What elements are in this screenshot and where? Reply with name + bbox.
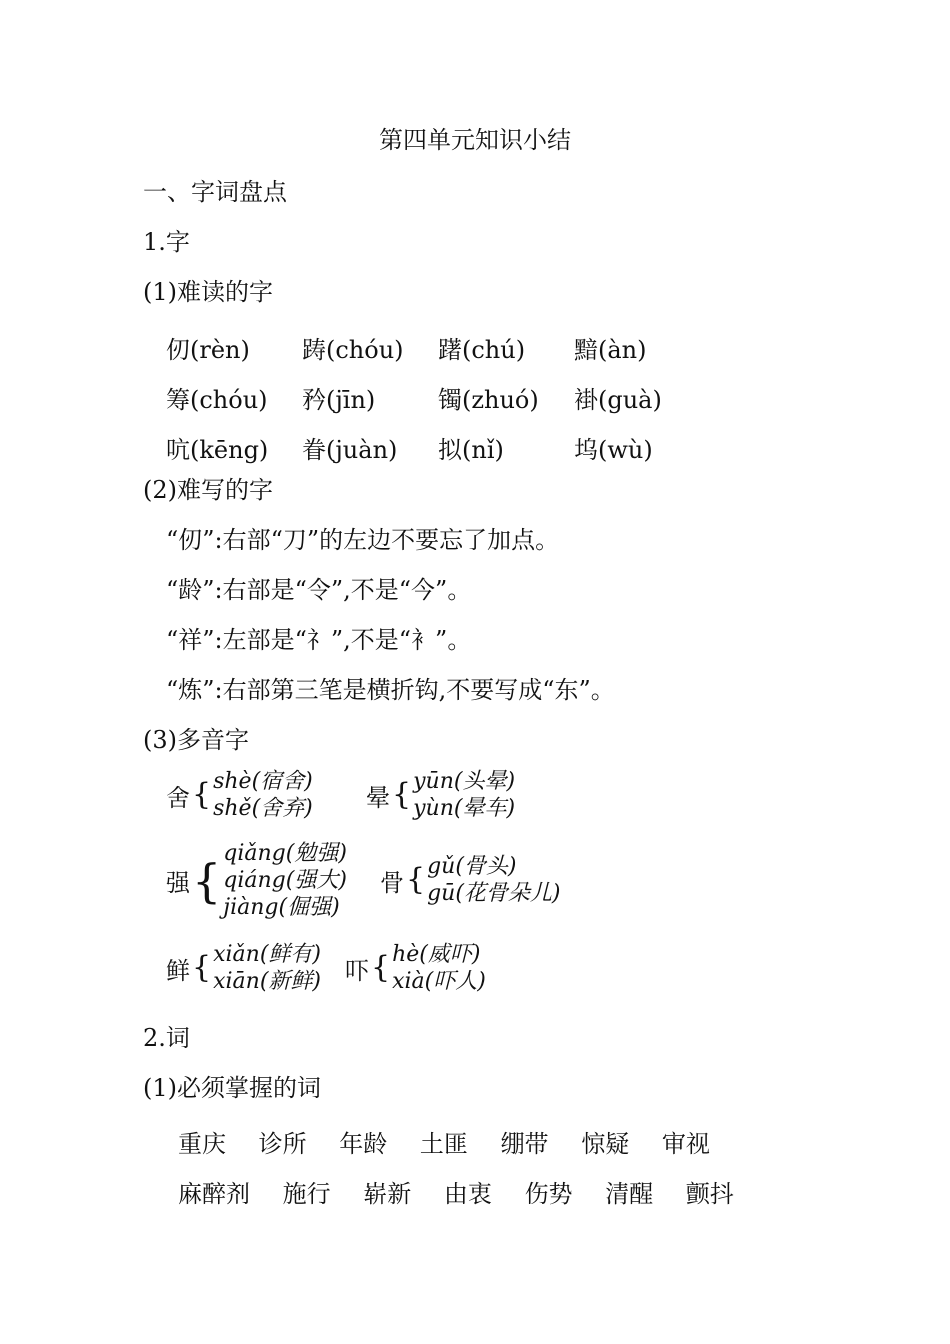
word-list-row-2 bbox=[178, 1174, 759, 1209]
polyphone-char: 强 bbox=[166, 869, 190, 897]
polyphone-char: 吓 bbox=[345, 956, 369, 985]
reading: gū(花骨朵儿) bbox=[427, 881, 561, 906]
brace-icon: { bbox=[371, 950, 391, 985]
difficult-write-heading: (2)难写的字 bbox=[143, 476, 273, 504]
char-item: 黯(àn) bbox=[574, 336, 647, 364]
word-item: 崭新 bbox=[363, 1180, 412, 1208]
word-item: 伤势 bbox=[524, 1180, 573, 1208]
word-item: 麻醉剂 bbox=[178, 1180, 250, 1208]
word-item: 惊疑 bbox=[581, 1130, 630, 1158]
brace-icon: { bbox=[392, 777, 412, 812]
polyphone-she bbox=[166, 768, 313, 822]
polyphone-gu bbox=[380, 853, 561, 907]
word-item: 重庆 bbox=[178, 1130, 226, 1158]
brace-icon: { bbox=[192, 950, 212, 985]
reading: qiǎng(勉强) bbox=[223, 841, 347, 866]
char-item: 踌(chóu) bbox=[302, 336, 404, 364]
reading: hè(威吓) bbox=[392, 942, 481, 967]
difficult-write-note: “祥”:左部是“礻”,不是“衤”。 bbox=[166, 626, 472, 654]
polyphonic-heading: (3)多音字 bbox=[143, 726, 249, 754]
section-heading-words: 一、字词盘点 bbox=[143, 178, 287, 206]
difficult-write-note: “炼”:右部第三笔是横折钩,不要写成“东”。 bbox=[166, 676, 615, 704]
char-item: 吭(kēng) bbox=[166, 436, 269, 464]
word-item: 绷带 bbox=[500, 1130, 549, 1158]
difficult-write-note: “龄”:右部是“令”,不是“今”。 bbox=[166, 576, 472, 604]
char-item: 眷(juàn) bbox=[302, 436, 398, 464]
polyphone-qiang bbox=[166, 840, 347, 921]
brace-icon: { bbox=[192, 777, 212, 812]
reading: jiàng(倔强) bbox=[223, 895, 340, 920]
reading: shè(宿舍) bbox=[213, 769, 313, 794]
reading: yùn(晕车) bbox=[413, 796, 516, 821]
word-item: 施行 bbox=[282, 1180, 331, 1208]
polyphone-char: 鲜 bbox=[166, 956, 190, 985]
word-item: 清醒 bbox=[605, 1180, 654, 1208]
char-item: 躇(chú) bbox=[438, 336, 526, 364]
char-item: 矜(jīn) bbox=[302, 386, 376, 414]
char-item: 筹(chóu) bbox=[166, 386, 268, 414]
subheading-characters: 1.字 bbox=[143, 228, 190, 256]
polyphone-char: 晕 bbox=[366, 783, 390, 812]
word-item: 年龄 bbox=[339, 1130, 388, 1158]
reading: shě(舍弃) bbox=[213, 796, 313, 821]
polyphone-char: 舍 bbox=[166, 783, 190, 812]
char-item: 仞(rèn) bbox=[166, 336, 250, 364]
difficult-read-heading: (1)难读的字 bbox=[143, 278, 273, 306]
word-item: 审视 bbox=[661, 1130, 710, 1158]
char-item: 拟(nǐ) bbox=[438, 436, 504, 464]
reading: qiáng(强大) bbox=[223, 868, 347, 893]
char-item: 褂(guà) bbox=[574, 386, 662, 414]
polyphone-yun bbox=[366, 768, 515, 822]
must-master-heading: (1)必须掌握的词 bbox=[143, 1074, 321, 1102]
polyphone-xian bbox=[166, 941, 321, 995]
brace-icon: { bbox=[406, 862, 426, 897]
brace-icon: { bbox=[192, 853, 222, 908]
reading: yūn(头晕) bbox=[413, 769, 516, 794]
char-item: 镯(zhuó) bbox=[438, 386, 539, 414]
reading: gǔ(骨头) bbox=[427, 854, 517, 879]
word-item: 诊所 bbox=[258, 1130, 307, 1158]
difficult-write-note: “仞”:右部“刀”的左边不要忘了加点。 bbox=[166, 526, 560, 554]
subheading-words: 2.词 bbox=[143, 1024, 190, 1052]
char-item: 坞(wù) bbox=[574, 436, 653, 464]
word-item: 颤抖 bbox=[685, 1180, 734, 1208]
word-item: 土匪 bbox=[419, 1130, 468, 1158]
reading: xiān(新鲜) bbox=[213, 969, 321, 994]
polyphone-xia bbox=[345, 941, 486, 995]
word-list-row-1 bbox=[178, 1124, 735, 1159]
reading: xià(吓人) bbox=[392, 969, 486, 994]
word-item: 由衷 bbox=[443, 1180, 492, 1208]
polyphone-char: 骨 bbox=[380, 868, 404, 897]
reading: xiǎn(鲜有) bbox=[213, 942, 321, 967]
page-title: 第四单元知识小结 bbox=[379, 126, 571, 154]
